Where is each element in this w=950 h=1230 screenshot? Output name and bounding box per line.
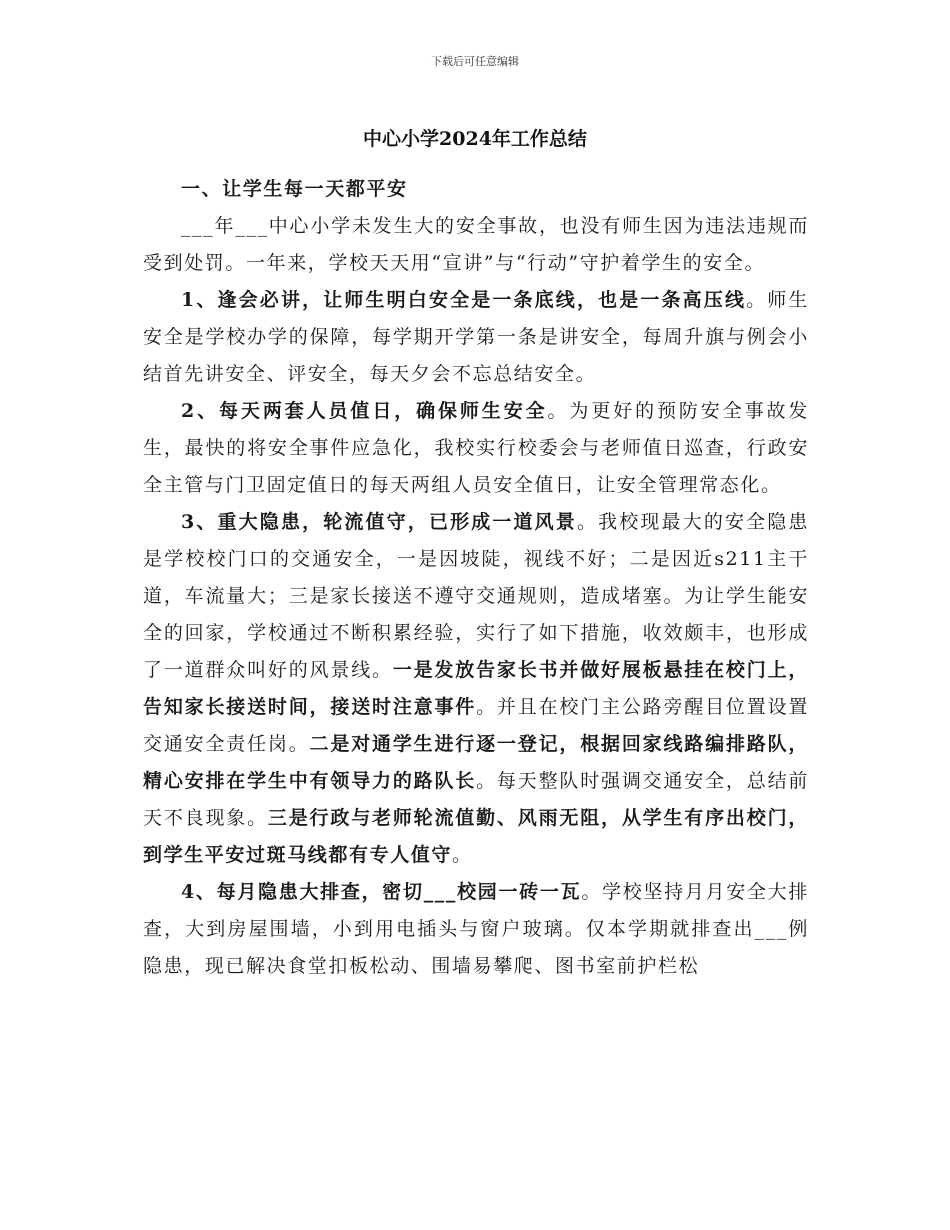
item-1-lead: 1、逢会必讲，让师生明白安全是一条底线，也是一条高压线 xyxy=(181,289,747,311)
item-paragraph-4 xyxy=(143,874,809,985)
document-title: 中心小学2024年工作总结 xyxy=(363,128,587,150)
item-3-text-a: 。我校现最大的安全隐患是学校校门口的交通安全，一是因坡陡，视线不好；二是因近s211主干道，车流量大；三是家长接送不遵守交通规则，造成堵塞。为让学生能安全的回家，学校通过不断积累经验，实行了如下措施，收效颇丰，也形成了一道群众叫好的风景线。 xyxy=(143,511,809,681)
item-3-measure-1: 一是发放告家长书并做好展板悬挂在校门上，告知家长接送时间，接送时注意事件 xyxy=(143,659,809,718)
item-4-text: 。学校坚持月月安全大排查，大到房屋围墙，小到用电插头与窗户玻璃。仅本学期就排查出___例隐患，现已解决食堂扣板松动、围墙易攀爬、图书室前护栏松 xyxy=(143,881,809,977)
header-note: 下载后可任意编辑 xyxy=(431,55,519,68)
item-3-lead: 3、重大隐患，轮流值守，已形成一道风景 xyxy=(181,511,577,533)
item-2-lead: 2、每天两套人员值日，确保师生安全 xyxy=(181,400,548,422)
section-intro-paragraph: ___年___中心小学未发生大的安全事故，也没有师生因为违法违规而受到处罚。一年来，学校天天用“宣讲”与“行动”守护着学生的安全。 xyxy=(143,215,809,274)
item-paragraph-2 xyxy=(143,393,809,504)
item-3-text-d: 。 xyxy=(452,844,473,866)
item-3-measure-2: 二是对通学生进行逐一登记，根据回家线路编排路队，精心安排在学生中有领导力的路队长 xyxy=(143,733,809,792)
item-1-text: 。师生安全是学校办学的保障，每学期开学第一条是讲安全，每周升旗与例会小结首先讲安全、评安全，每天夕会不忘总结安全。 xyxy=(143,289,809,385)
section-heading: 一、让学生每一天都平安 xyxy=(181,178,408,200)
item-3-text-c: 。每天整队时强调交通安全，总结前天不良现象。 xyxy=(143,770,809,829)
item-paragraph-1 xyxy=(143,282,809,393)
item-paragraph-3 xyxy=(143,504,809,874)
item-3-measure-3: 三是行政与老师轮流值勤、风雨无阻，从学生有序出校门，到学生平安过斑马线都有专人值守 xyxy=(143,807,809,866)
item-4-lead: 4、每月隐患大排查，密切___校园一砖一瓦 xyxy=(181,881,582,903)
item-3-text-b: 。并且在校门主公路旁醒目位置设置交通安全责任岗。 xyxy=(143,696,809,755)
item-2-text: 。为更好的预防安全事故发生，最快的将安全事件应急化，我校实行校委会与老师值日巡查，行政安全主管与门卫固定值日的每天两组人员安全值日，让安全管理常态化。 xyxy=(143,400,810,496)
document-body xyxy=(143,171,809,985)
